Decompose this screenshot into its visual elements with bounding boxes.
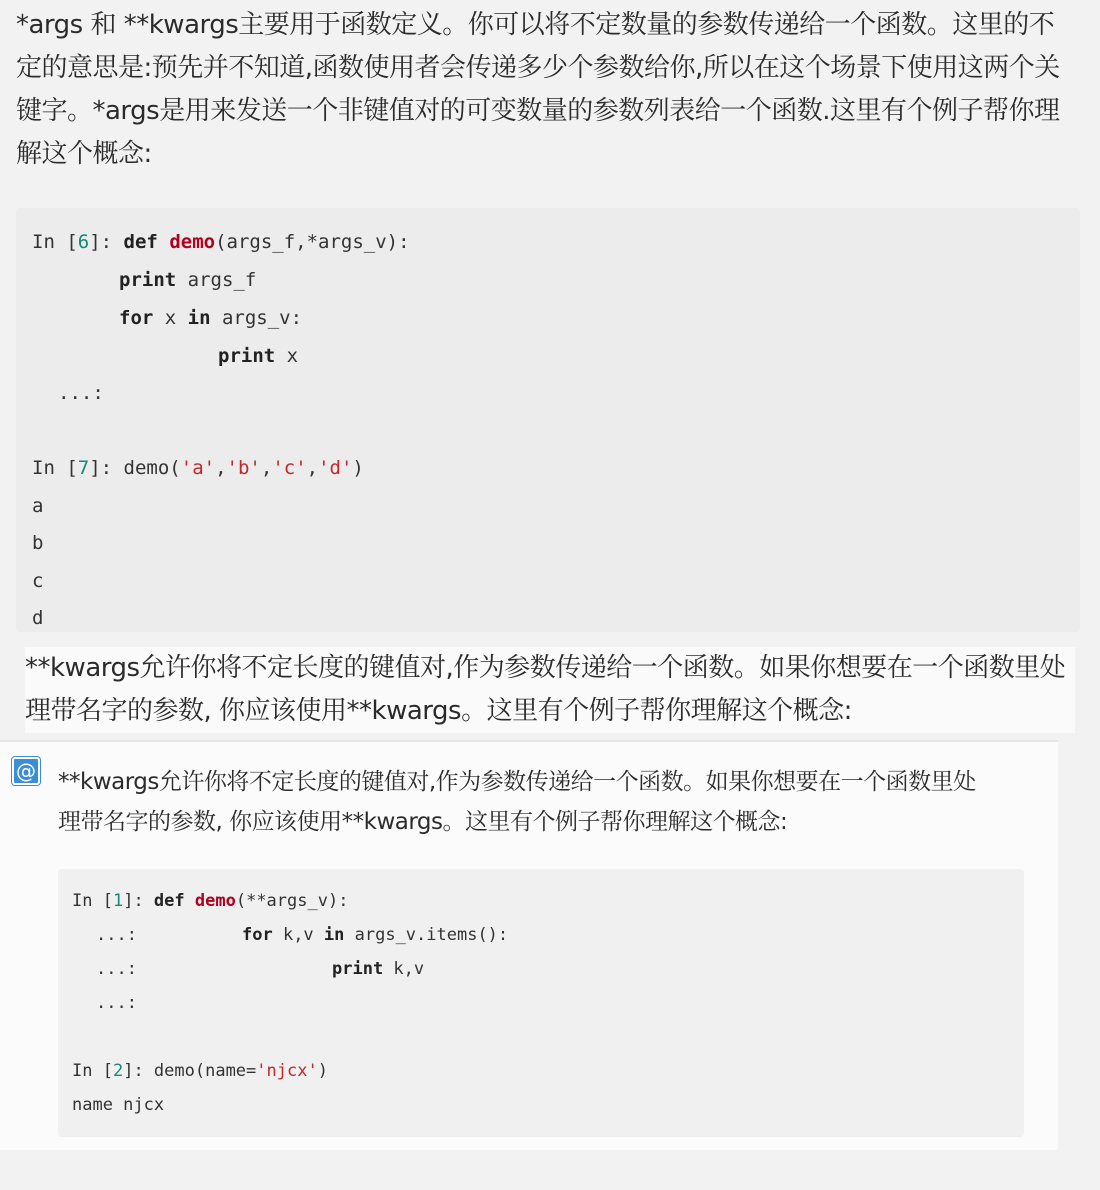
- function-name: demo: [169, 231, 216, 253]
- comma: ,: [306, 457, 319, 479]
- code-text: args_v.items():: [344, 925, 509, 945]
- code-text: k,v: [272, 925, 324, 945]
- quoted-line: **kwargs允许你将不定长度的键值对,作为参数传递给一个函数。如果你想要在一个函数里处: [58, 769, 976, 795]
- code-output-line: c: [32, 570, 44, 592]
- code-line-continuation: ...:: [96, 925, 137, 945]
- code-line-in2: [72, 1054, 328, 1088]
- code-block-args: [16, 208, 1080, 632]
- code-text: k,v: [383, 959, 425, 979]
- comma: ,: [215, 457, 227, 479]
- function-signature: (args_f,*args_v):: [215, 231, 410, 253]
- prompt-close: ]:: [123, 1061, 154, 1081]
- string-literal: 'c': [272, 457, 307, 479]
- code-line-in1: [72, 884, 348, 918]
- code-line-print: [332, 952, 424, 986]
- code-output-line: b: [32, 532, 44, 554]
- code-line-continuation: ...:: [96, 993, 137, 1013]
- code-line-print-x: [218, 337, 298, 375]
- code-line-in7: [32, 449, 364, 487]
- prompt-close: ]:: [123, 891, 154, 911]
- code-output-line: d: [32, 607, 44, 629]
- keyword-def: def: [123, 231, 158, 253]
- kwargs-line: **kwargs允许你将不定长度的键值对,作为参数传递给一个函数。如果你想要在一个函数里处: [25, 653, 1066, 683]
- code-text: args_f: [176, 269, 257, 291]
- intro-line: 解这个概念:: [16, 139, 152, 169]
- keyword-print: print: [332, 959, 384, 979]
- keyword-print: print: [119, 269, 177, 291]
- intro-line: *args 和 **kwargs主要用于函数定义。你可以将不定数量的参数传递给一个函数。这里的不: [16, 10, 1055, 40]
- intro-line: 定的意思是:预先并不知道,函数使用者会传递多少个参数给你,所以在这个场景下使用这两个关: [16, 53, 1060, 83]
- keyword-def: def: [153, 891, 185, 911]
- code-text: demo(name=: [153, 1061, 257, 1081]
- prompt: In [: [72, 891, 113, 911]
- prompt: In [: [32, 457, 78, 479]
- prompt-close: ]:: [89, 231, 124, 253]
- function-signature: (**args_v):: [235, 891, 349, 911]
- keyword-print: print: [218, 345, 276, 367]
- paren: ): [352, 457, 364, 479]
- comma: ,: [260, 457, 273, 479]
- code-text: demo(: [123, 457, 181, 479]
- quoted-line: 理带名字的参数, 你应该使用**kwargs。这里有个例子帮你理解这个概念:: [58, 809, 788, 835]
- keyword-for: for: [242, 925, 273, 945]
- kwargs-line: 理带名字的参数, 你应该使用**kwargs。这里有个例子帮你理解这个概念:: [25, 696, 852, 726]
- code-output-line: a: [32, 495, 44, 517]
- code-line-for: [119, 299, 302, 337]
- code-line-print-args-f: [119, 261, 256, 299]
- prompt-number: 7: [77, 457, 90, 479]
- prompt-close: ]:: [89, 457, 124, 479]
- paren: ): [317, 1061, 328, 1081]
- kwargs-paragraph: [25, 647, 1075, 733]
- string-literal: 'd': [318, 457, 353, 479]
- string-literal: 'njcx': [256, 1061, 318, 1081]
- code-text: x: [153, 307, 188, 329]
- code-text: x: [275, 345, 299, 367]
- code-block-kwargs: [58, 869, 1024, 1137]
- quoted-paragraph: [58, 762, 1048, 842]
- code-output-line: name njcx: [72, 1095, 165, 1115]
- intro-paragraph: [16, 4, 1086, 176]
- keyword-for: for: [119, 307, 154, 329]
- code-line-in6: [32, 223, 410, 261]
- intro-line: 键字。*args是用来发送一个非键值对的可变数量的参数列表给一个函数.这里有个例子帮你理: [16, 96, 1060, 126]
- string-literal: 'b': [226, 457, 261, 479]
- at-icon[interactable]: @: [12, 757, 40, 785]
- prompt-number: 2: [112, 1061, 124, 1081]
- prompt-number: 1: [112, 891, 124, 911]
- prompt-number: 6: [77, 231, 90, 253]
- code-line-continuation: ...:: [58, 382, 104, 404]
- function-name: demo: [194, 891, 236, 911]
- keyword-in: in: [187, 307, 211, 329]
- code-text: args_v:: [210, 307, 303, 329]
- keyword-in: in: [323, 925, 345, 945]
- string-literal: 'a': [180, 457, 216, 479]
- prompt: In [: [72, 1061, 113, 1081]
- code-line-continuation: ...:: [96, 959, 137, 979]
- code-line-for: [242, 918, 508, 952]
- prompt: In [: [32, 231, 78, 253]
